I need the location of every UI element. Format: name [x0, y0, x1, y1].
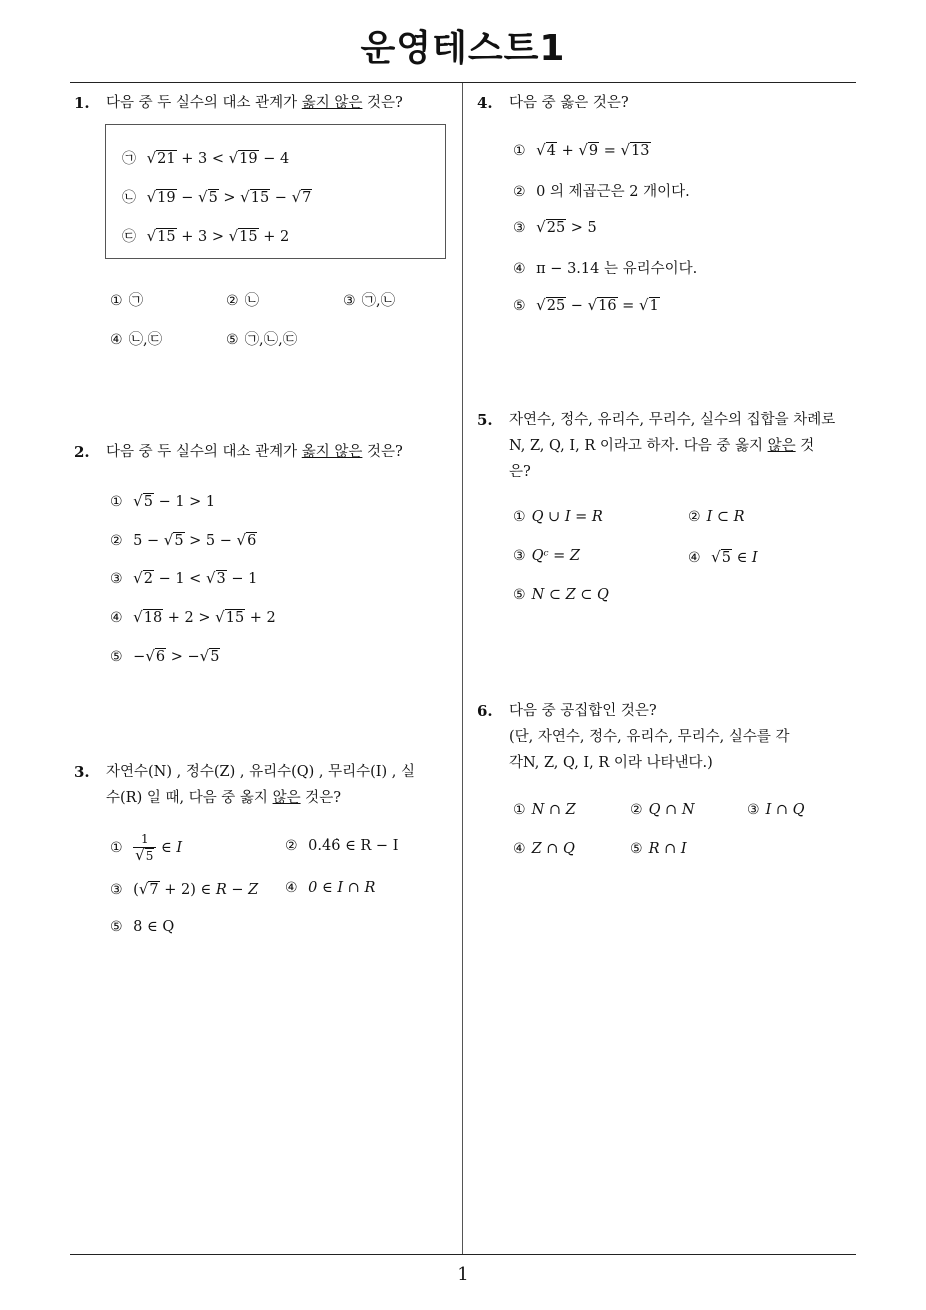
marker: ① — [110, 494, 123, 510]
question-number: 5. — [477, 411, 493, 429]
marker: ① — [513, 143, 526, 159]
answer-option[interactable] — [513, 802, 576, 818]
question-number: 6. — [477, 702, 493, 720]
answer-option[interactable] — [513, 509, 603, 525]
answer-option[interactable] — [630, 802, 695, 818]
marker: ③ — [513, 548, 526, 564]
condition-item — [122, 226, 289, 246]
footer-rule — [70, 1254, 856, 1255]
marker: ③ — [747, 802, 760, 818]
stem-underline: 옳지 않은 — [301, 444, 363, 460]
stem-line-3: 은? — [509, 464, 531, 480]
answer-option[interactable] — [688, 548, 758, 566]
option-text: N ∩ Z — [531, 802, 576, 818]
condition-item — [122, 148, 289, 168]
sqrt: √25 — [536, 218, 566, 236]
question-5 — [477, 407, 862, 487]
sqrt: √7 — [138, 880, 159, 898]
sqrt: √16 — [587, 296, 617, 314]
marker: ③ — [110, 882, 123, 898]
sqrt: √19 — [228, 149, 258, 167]
option-text: Z ∩ Q — [531, 841, 575, 857]
sqrt: √6 — [236, 531, 257, 549]
marker: ① — [513, 509, 526, 525]
answer-option[interactable] — [226, 328, 297, 349]
page-number: 1 — [457, 1264, 469, 1285]
answer-option[interactable] — [513, 841, 575, 857]
answer-option[interactable] — [110, 608, 276, 626]
question-stem — [509, 698, 859, 776]
sqrt: √15 — [240, 188, 270, 206]
stem-text: 다음 중 두 실수의 대소 관계가 — [106, 95, 302, 111]
answer-option[interactable] — [513, 548, 580, 564]
option-text: R ∩ I — [648, 841, 687, 857]
column-divider — [462, 83, 463, 1254]
answer-option[interactable] — [513, 587, 609, 603]
marker: ⑤ — [513, 587, 526, 603]
question-2 — [74, 439, 454, 469]
marker: ② — [285, 838, 298, 854]
sqrt: √15 — [228, 227, 258, 245]
sqrt: √5 — [711, 548, 731, 566]
answer-option[interactable] — [110, 569, 257, 587]
option-text: Q ∩ N — [648, 802, 695, 818]
option-text: ㉡,㉢ — [128, 332, 163, 348]
marker: ④ — [285, 880, 298, 896]
option-text: 0.4̇6̇ ∈ R − I — [308, 838, 399, 854]
sqrt: √1 — [638, 296, 659, 314]
option-text: 8 ∈ Q — [133, 919, 175, 935]
sqrt: √5 — [199, 647, 220, 665]
answer-option[interactable] — [688, 509, 745, 525]
option-text: I ⊂ R — [706, 509, 745, 525]
stem-line-3: 각N, Z, Q, I, R 이라 나타낸다.) — [509, 755, 713, 771]
answer-option[interactable] — [226, 289, 259, 310]
answer-option[interactable] — [110, 492, 215, 510]
option-text: 0 ∈ I ∩ R — [308, 880, 376, 896]
expression: √25 − √16 = √1 — [536, 296, 659, 314]
answer-option[interactable] — [285, 838, 398, 854]
marker: ③ — [513, 220, 526, 236]
marker: ② — [630, 802, 643, 818]
answer-option[interactable] — [110, 328, 162, 349]
option-text: I ∩ Q — [765, 802, 805, 818]
stem-text: 다음 중 두 실수의 대소 관계가 — [106, 444, 302, 460]
option-text: π − 3.14 는 유리수이다. — [536, 261, 698, 277]
marker: ③ — [343, 293, 356, 309]
sqrt: √4 — [536, 141, 556, 159]
answer-option[interactable] — [110, 531, 257, 549]
sqrt: √9 — [578, 141, 599, 159]
question-number: 1. — [74, 94, 90, 112]
stem-text-end: 것은? — [300, 790, 341, 806]
marker: ⑤ — [226, 332, 239, 348]
option-text: ㉠,㉡ — [361, 293, 396, 309]
fraction: $\frac{1}{√5}$ — [133, 832, 156, 864]
expression: √2 − 1 < √3 − 1 — [133, 569, 258, 587]
question-number: 3. — [74, 763, 90, 781]
expression: √19 − √5 > √15 − √7 — [146, 188, 312, 206]
expression: √4 + √9 = √13 — [536, 141, 650, 159]
stem-line-1: 자연수(N) , 정수(Z) , 유리수(Q) , 무리수(I) , 실 — [106, 764, 416, 780]
marker: ① — [110, 840, 123, 856]
sqrt: √5 — [198, 188, 218, 206]
sqrt: √7 — [291, 188, 312, 206]
marker: ④ — [110, 332, 123, 348]
marker: ④ — [110, 610, 123, 626]
option-text: ㉠,㉡,㉢ — [244, 332, 298, 348]
question-stem — [106, 759, 456, 811]
option-text: Q ∪ I = R — [531, 509, 603, 525]
answer-option[interactable] — [343, 289, 395, 310]
sqrt: √2 — [133, 569, 153, 587]
answer-option[interactable] — [747, 802, 805, 818]
question-4 — [477, 90, 857, 120]
expression: −√6 > −√5 — [133, 647, 220, 665]
question-number: 2. — [74, 443, 90, 461]
header-rule — [70, 82, 856, 83]
stem-text-end: 것은? — [362, 95, 403, 111]
marker: ② — [110, 533, 123, 549]
question-stem — [106, 439, 403, 465]
answer-option[interactable] — [110, 289, 143, 310]
sqrt: √15 — [215, 608, 245, 626]
sqrt: √5 — [163, 531, 184, 549]
expression: (√7 + 2) ∈ R − Z — [133, 880, 259, 898]
marker: ④ — [513, 261, 526, 277]
marker: ② — [688, 509, 701, 525]
question-number: 4. — [477, 94, 493, 112]
sqrt: √6 — [145, 647, 166, 665]
expression: √18 + 2 > √15 + 2 — [133, 608, 276, 626]
answer-option[interactable] — [110, 919, 174, 935]
expression: √21 + 3 < √19 − 4 — [146, 149, 290, 167]
answer-option[interactable] — [110, 647, 220, 665]
marker: ⑤ — [110, 919, 123, 935]
marker: ⑤ — [110, 649, 123, 665]
marker: ⑤ — [513, 298, 526, 314]
sqrt: √13 — [620, 141, 650, 159]
answer-option[interactable] — [513, 257, 697, 278]
answer-option[interactable] — [285, 880, 375, 896]
marker: ① — [110, 293, 123, 309]
answer-option[interactable] — [513, 141, 651, 159]
sqrt: √21 — [146, 149, 176, 167]
marker: ② — [513, 184, 526, 200]
answer-option[interactable] — [630, 841, 687, 857]
option-text: ㉠ — [128, 293, 144, 309]
answer-option[interactable] — [110, 880, 258, 898]
sqrt: √25 — [536, 296, 566, 314]
expression: 5 − √5 > 5 − √6 — [133, 531, 257, 549]
marker: ① — [513, 802, 526, 818]
stem-underline: 옳지 않은 — [301, 95, 363, 111]
stem-underline: 않은 — [272, 790, 301, 806]
condition-item — [122, 187, 312, 207]
sqrt: √19 — [146, 188, 176, 206]
stem-text-end: 것 — [795, 438, 815, 454]
option-text: Qᶜ = Z — [531, 548, 581, 564]
expression: √5 ∈ I — [711, 548, 758, 566]
stem-text: 수(R) 일 때, 다음 중 옳지 — [106, 790, 273, 806]
stem-line-2: (단, 자연수, 정수, 유리수, 무리수, 실수를 각 — [509, 729, 790, 745]
stem-text: N, Z, Q, I, R 이라고 하자. 다음 중 옳지 — [509, 438, 768, 454]
stem-line-1: 자연수, 정수, 유리수, 무리수, 실수의 집합을 차례로 — [509, 412, 836, 428]
answer-option[interactable] — [513, 180, 690, 201]
page-title: 운영테스트1 — [360, 28, 566, 69]
expression: √15 + 3 > √15 + 2 — [146, 227, 290, 245]
sqrt: √3 — [205, 569, 226, 587]
answer-option[interactable] — [110, 832, 182, 864]
marker: ④ — [688, 550, 701, 566]
sqrt: √5 — [133, 492, 153, 510]
answer-option[interactable] — [513, 296, 660, 314]
stem-underline: 않은 — [767, 438, 796, 454]
marker: ② — [226, 293, 239, 309]
question-6 — [477, 698, 862, 778]
option-text: ㉡ — [244, 293, 260, 309]
stem-text-end: 것은? — [362, 444, 403, 460]
sqrt: √18 — [133, 608, 163, 626]
marker: ⑤ — [630, 841, 643, 857]
marker: ㉡ — [122, 190, 136, 206]
marker: ③ — [110, 571, 123, 587]
question-3 — [74, 759, 459, 815]
expression: √5 − 1 > 1 — [133, 492, 216, 510]
expression: $\frac{1}{√5}$ ∈ I — [135, 832, 183, 864]
marker: ④ — [513, 841, 526, 857]
sqrt: √15 — [146, 227, 176, 245]
question-stem — [509, 407, 859, 485]
stem-line-1: 다음 중 공집합인 것은? — [509, 703, 657, 719]
answer-option[interactable] — [513, 218, 597, 236]
expression: √25 > 5 — [536, 218, 597, 236]
marker: ㉢ — [122, 229, 136, 245]
option-text: 0 의 제곱근은 2 개이다. — [536, 184, 690, 200]
question-stem: 다음 중 옳은 것은? — [509, 95, 629, 111]
question-stem — [106, 90, 403, 116]
option-text: N ⊂ Z ⊂ Q — [531, 587, 609, 603]
marker: ㉠ — [122, 151, 136, 167]
